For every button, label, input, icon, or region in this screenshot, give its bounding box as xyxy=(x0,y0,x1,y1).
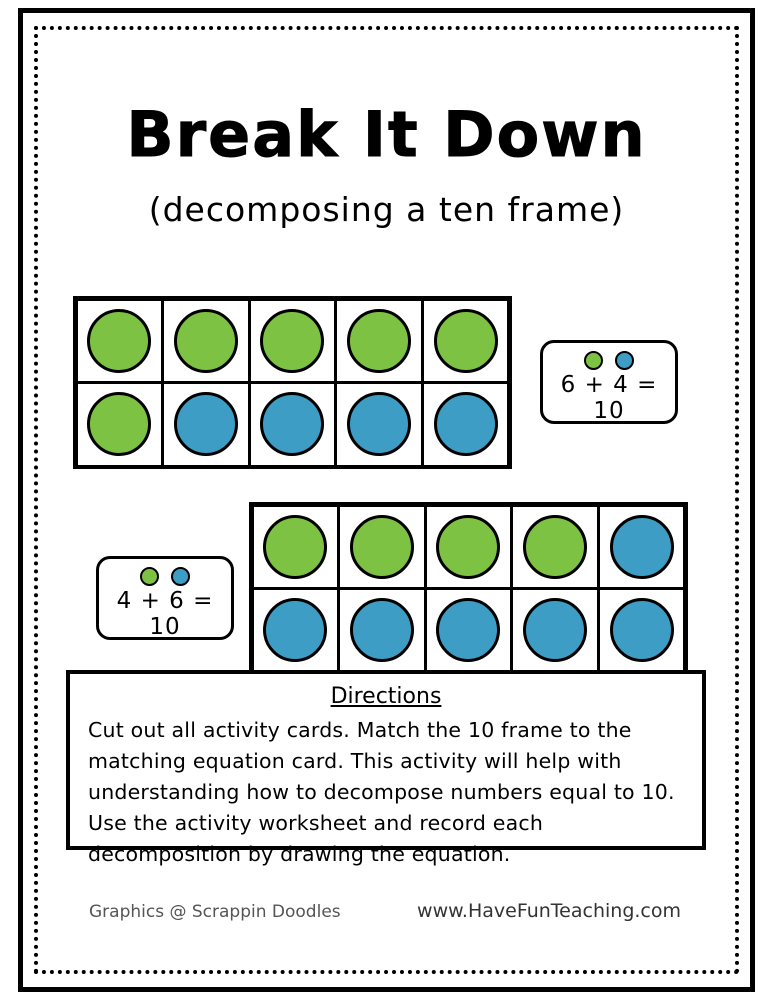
ten-frame-cell xyxy=(597,587,687,674)
ten-frame-cell xyxy=(510,587,600,674)
ten-frame-cell xyxy=(161,381,251,468)
ten-frame-cell xyxy=(424,587,514,674)
green-dot-icon xyxy=(140,567,159,586)
green-dot-icon xyxy=(434,309,498,373)
blue-dot-icon xyxy=(615,351,634,370)
blue-dot-icon xyxy=(436,598,500,662)
ten-frame-cell xyxy=(248,298,338,385)
blue-dot-icon xyxy=(171,567,190,586)
ten-frame-cell xyxy=(421,381,511,468)
ten-frame-cell xyxy=(251,504,341,591)
green-dot-icon xyxy=(260,309,324,373)
ten-frame-cell xyxy=(248,381,338,468)
green-dot-icon xyxy=(174,309,238,373)
ten-frame-1 xyxy=(73,296,512,469)
equation-card-dots xyxy=(543,351,675,370)
ten-frame-cell xyxy=(337,587,427,674)
green-dot-icon xyxy=(584,351,603,370)
blue-dot-icon xyxy=(350,598,414,662)
green-dot-icon xyxy=(87,309,151,373)
blue-dot-icon xyxy=(260,392,324,456)
ten-frame-cell xyxy=(161,298,251,385)
blue-dot-icon xyxy=(263,598,327,662)
ten-frame-cell xyxy=(251,587,341,674)
graphics-credit: Graphics @ Scrappin Doodles xyxy=(89,902,341,922)
directions-text: Cut out all activity cards. Match the 10 frame to the matching equation card. This activity will help with understanding how to decompose numbers equal to 10. Use the activity worksheet and record each decomposition by drawing the equation. xyxy=(88,718,675,866)
ten-frame-cell xyxy=(334,381,424,468)
blue-dot-icon xyxy=(610,515,674,579)
equation-card-dots xyxy=(99,567,231,586)
green-dot-icon xyxy=(87,392,151,456)
blue-dot-icon xyxy=(610,598,674,662)
ten-frame-cell xyxy=(75,381,165,468)
ten-frame-cell xyxy=(424,504,514,591)
directions-box xyxy=(66,670,706,866)
ten-frame-2 xyxy=(249,502,688,675)
green-dot-icon xyxy=(347,309,411,373)
page-subtitle: (decomposing a ten frame) xyxy=(148,190,625,229)
ten-frame-cell xyxy=(510,504,600,591)
equation-text: 4 + 6 = 10 xyxy=(116,588,214,640)
green-dot-icon xyxy=(523,515,587,579)
ten-frame-cell xyxy=(597,504,687,591)
blue-dot-icon xyxy=(434,392,498,456)
blue-dot-icon xyxy=(174,392,238,456)
ten-frame-cell xyxy=(421,298,511,385)
blue-dot-icon xyxy=(347,392,411,456)
directions-heading: Directions xyxy=(330,684,442,709)
page-title: Break It Down xyxy=(126,98,647,171)
ten-frame-cell xyxy=(334,298,424,385)
equation-card-1[interactable] xyxy=(540,340,678,424)
blue-dot-icon xyxy=(523,598,587,662)
ten-frame-cell xyxy=(337,504,427,591)
ten-frame-cell xyxy=(75,298,165,385)
website-url: www.HaveFunTeaching.com xyxy=(417,900,681,922)
green-dot-icon xyxy=(436,515,500,579)
green-dot-icon xyxy=(350,515,414,579)
green-dot-icon xyxy=(263,515,327,579)
equation-card-2[interactable] xyxy=(96,556,234,640)
equation-text: 6 + 4 = 10 xyxy=(560,372,658,424)
